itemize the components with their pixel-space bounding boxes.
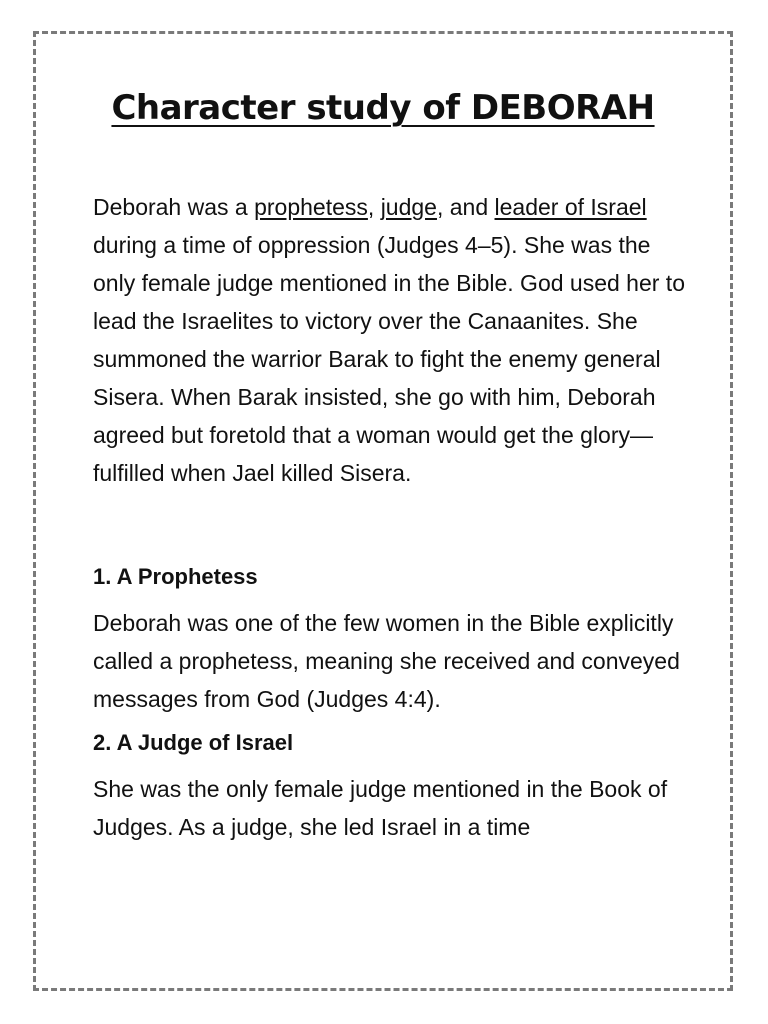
section-heading-prophetess: 1. A Prophetess [93, 564, 258, 589]
prophetess-term: prophetess [254, 194, 368, 220]
document-content [93, 88, 693, 846]
leader-of-israel-term: leader of Israel [494, 194, 647, 220]
section-body-prophetess: Deborah was one of the few women in the Bible explicitly called a prophetess, meaning she received and conveyed messages from God (Judges 4:4). [93, 610, 680, 712]
intro-paragraph: Deborah was a prophetess, judge, and leader of Israel during a time of oppression (Judges 4–5). She was the only female judge mentioned in the Bible. God used her to lead the Israelites to victory over the Canaanites. She summoned the warrior Barak to fight the enemy general Sisera. When Barak insisted, she go with him, Deborah agreed but foretold that a woman would get the glory—fulfilled when Jael killed Sisera. [93, 194, 685, 486]
section-body-judge: She was the only female judge mentioned in the Book of Judges. As a judge, she led Israel in a time [93, 776, 668, 840]
page-title: Character study of DEBORAH [111, 88, 655, 128]
section-heading-judge: 2. A Judge of Israel [93, 730, 294, 755]
judge-term: judge [380, 194, 437, 220]
